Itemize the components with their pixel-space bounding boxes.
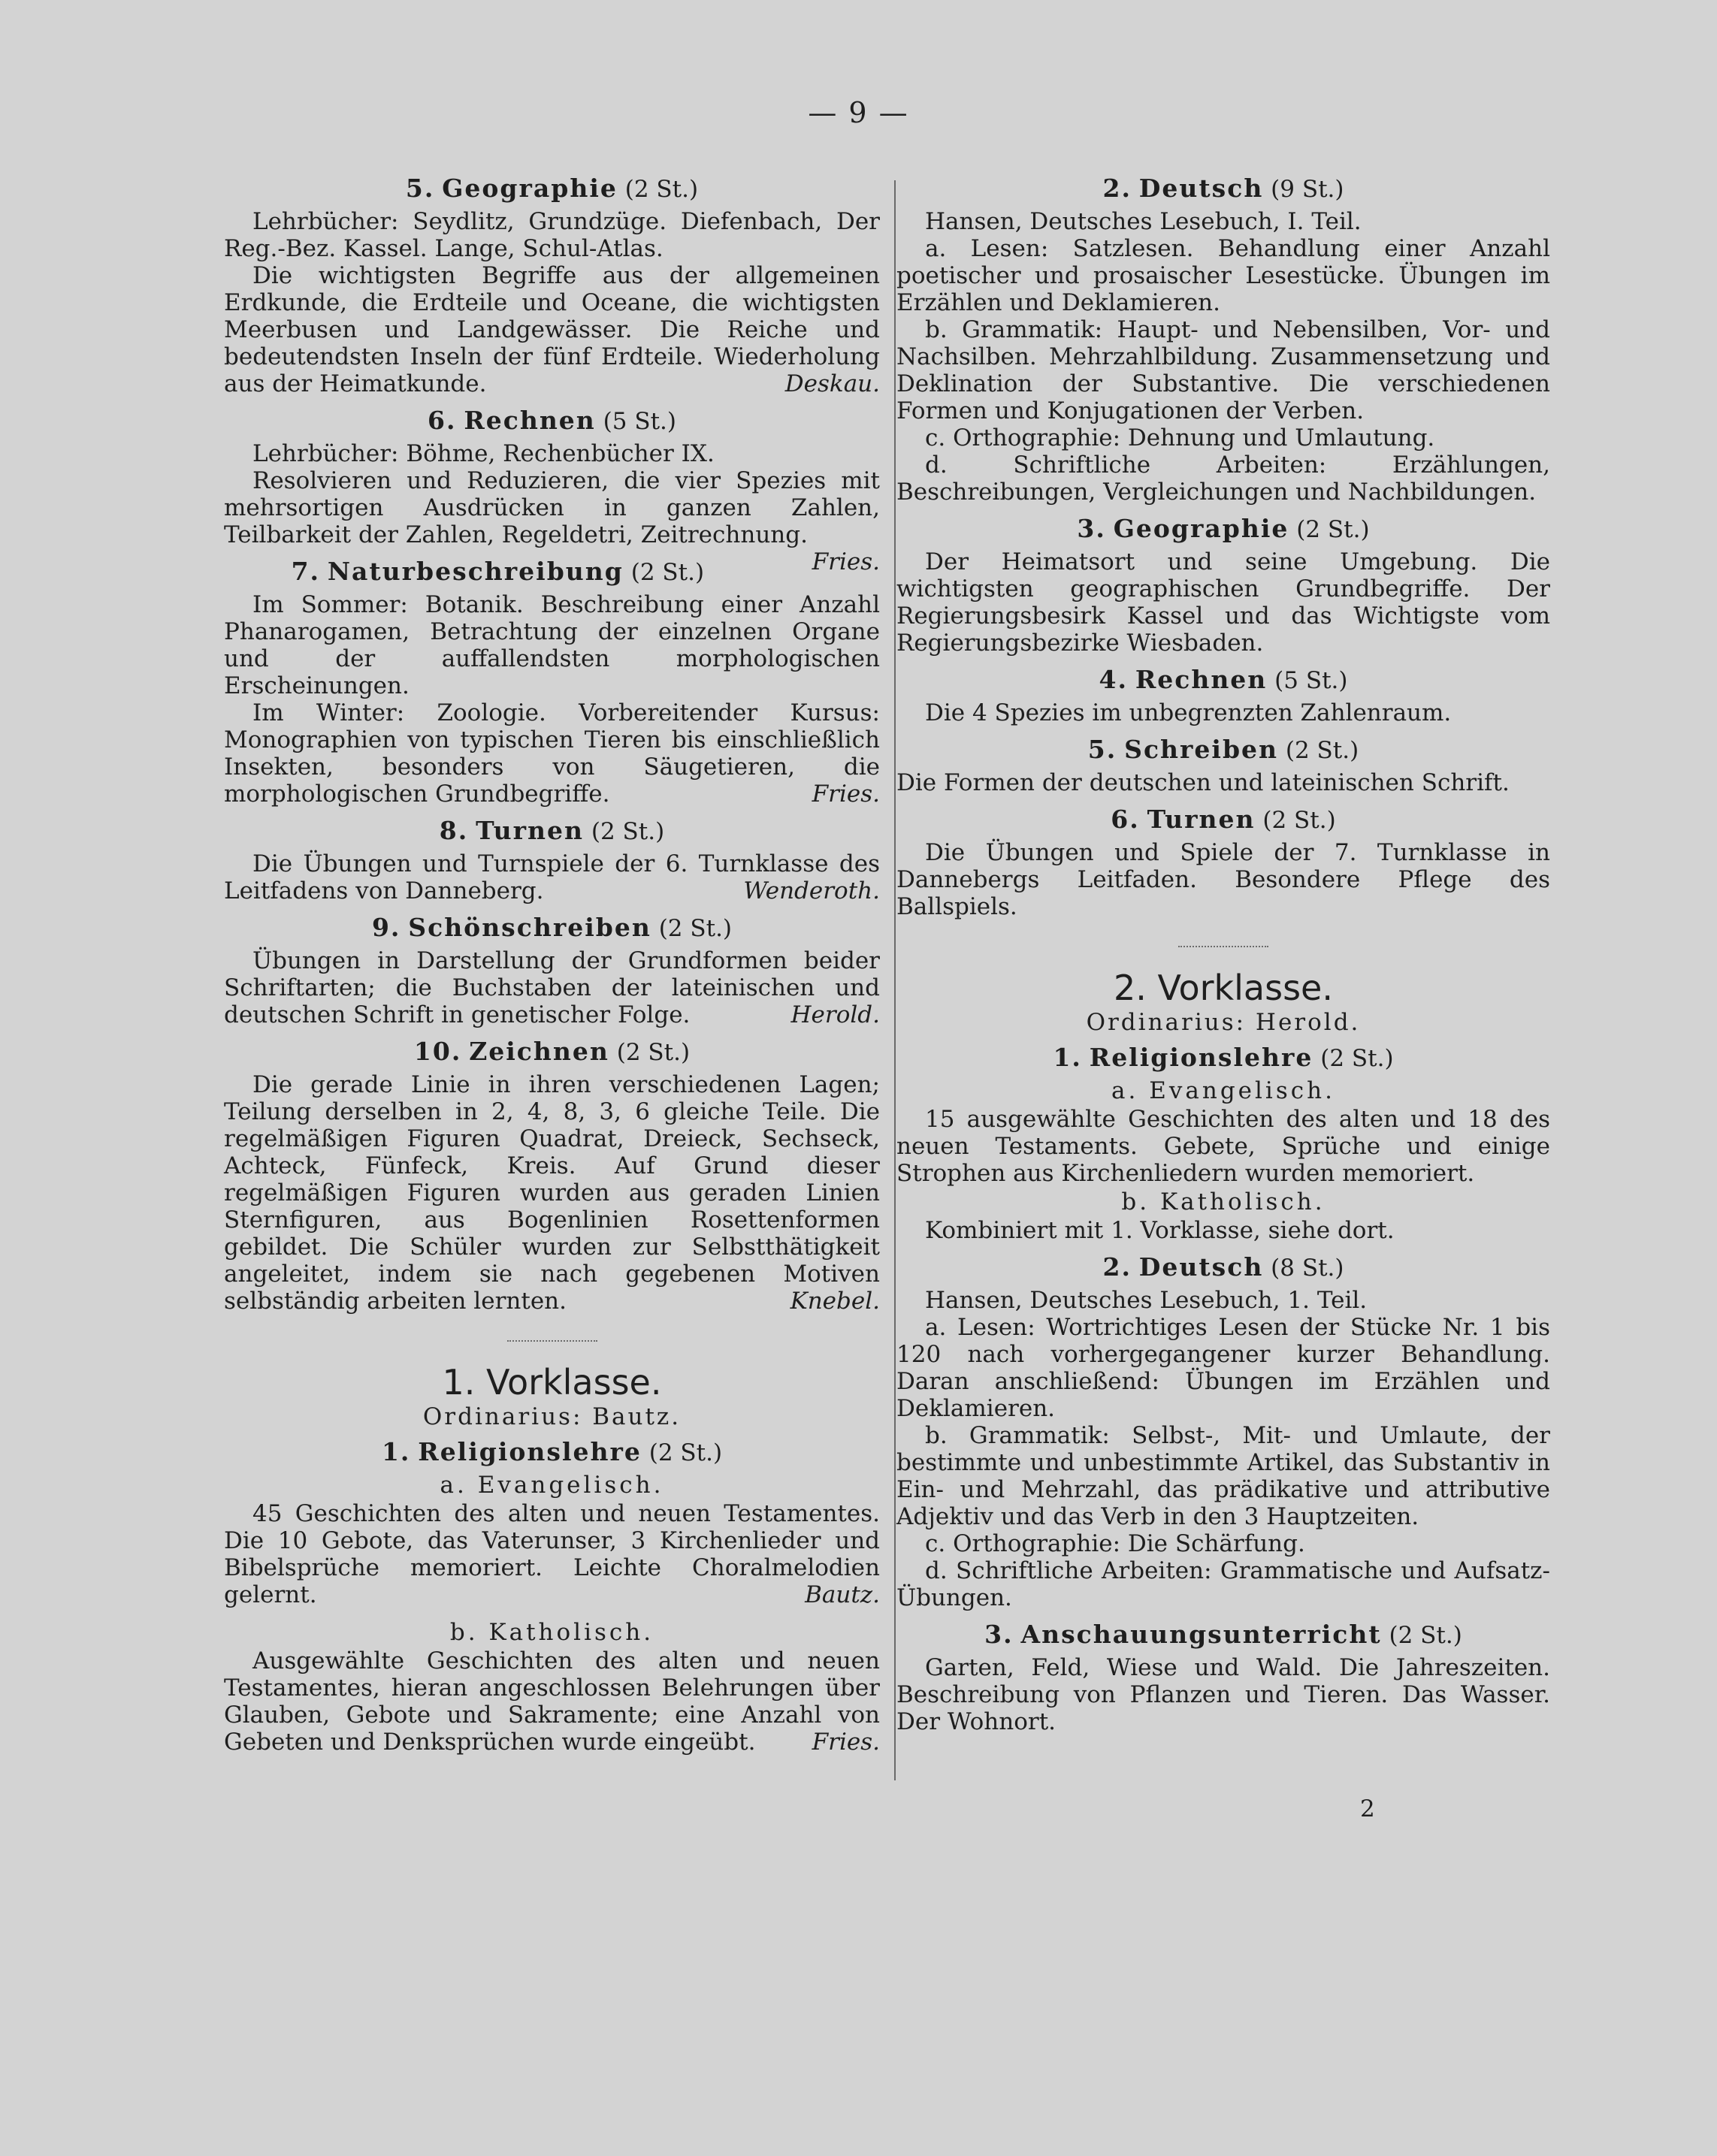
- teacher-name: Wenderoth.: [743, 877, 880, 904]
- paragraph: a. Lesen: Wortrichtiges Lesen der Stücke Nr. 1 bis 120 nach vorhergegangener kurzer Behandlung. Daran anschließend: Übungen im Erzählen und Deklamieren.: [896, 1314, 1550, 1422]
- sub-heading: b. Katholisch.: [449, 1619, 654, 1646]
- ornament-divider: [507, 1340, 597, 1343]
- paragraph: Hansen, Deutsches Lesebuch, 1. Teil.: [925, 1287, 1368, 1314]
- sub-heading: a. Evangelisch.: [1111, 1077, 1335, 1104]
- paragraph: Lehrbücher: Böhme, Rechenbücher IX.: [252, 440, 715, 467]
- paragraph: Die Formen der deutschen und lateinischen Schrift.: [896, 769, 1510, 796]
- paragraph: Im Sommer: Botanik. Beschreibung einer Anzahl Phanarogamen, Betrachtung der einzelnen Organe und der auffallendsten morphologischen Erscheinungen.: [224, 591, 880, 699]
- section-heading: 3. Anschauungsunterricht (2 St.): [984, 1620, 1462, 1649]
- paragraph: Garten, Feld, Wiese und Wald. Die Jahreszeiten. Beschreibung von Pflanzen und Tieren. Das Wasser. Der Wohnort.: [896, 1654, 1550, 1735]
- section-turnen-right: [896, 805, 1550, 920]
- paragraph: Die Übungen und Turnspiele der 6. Turnklasse des Leitfadens von Danneberg. Wenderoth.: [224, 850, 880, 904]
- signature-mark: 2: [1360, 1795, 1375, 1822]
- column-divider: [894, 180, 896, 1780]
- section-deutsch: [896, 174, 1550, 506]
- section-geographie-right: [896, 515, 1550, 657]
- teacher-name: Herold.: [790, 1001, 880, 1028]
- class-title: 2. Vorklasse.: [1114, 968, 1333, 1008]
- teacher-name: Knebel.: [790, 1288, 880, 1315]
- paragraph: Die Übungen und Spiele der 7. Turnklasse in Dannebergs Leitfaden. Besondere Pflege des Ballspiels.: [896, 839, 1550, 920]
- paragraph: c. Orthographie: Die Schärfung.: [925, 1530, 1305, 1557]
- section-schreiben: [896, 735, 1550, 796]
- teacher-name: Fries.: [812, 781, 880, 808]
- left-column: [224, 174, 880, 1765]
- paragraph: Kombiniert mit 1. Vorklasse, siehe dort.: [925, 1217, 1395, 1244]
- section-heading: 5. Geographie (2 St.): [405, 174, 699, 203]
- teacher-name: Fries.: [812, 548, 880, 575]
- teacher-name: Fries.: [812, 1729, 880, 1756]
- section-vorklasse-1: [224, 1361, 880, 1756]
- paragraph: a. Lesen: Satzlesen. Behandlung einer Anzahl poetischer und prosaischer Lesestücke. Übungen im Erzählen und Deklamieren.: [896, 235, 1550, 316]
- right-column: [896, 174, 1550, 1744]
- paragraph: b. Grammatik: Haupt- und Nebensilben, Vor- und Nachsilben. Mehrzahlbildung. Zusammensetzung und Deklination der Substantive. Die verschiedenen Formen und Konjugationen der Verben.: [896, 316, 1550, 424]
- class-title: 1. Vorklasse.: [442, 1362, 662, 1403]
- section-heading: 10. Zeichnen (2 St.): [413, 1037, 691, 1066]
- section-heading: 3. Geographie (2 St.): [1077, 514, 1370, 543]
- paragraph: d. Schriftliche Arbeiten: Grammatische und Aufsatz-Übungen.: [896, 1557, 1550, 1611]
- paragraph: c. Orthographie: Dehnung und Umlautung.: [925, 424, 1435, 451]
- paragraph: b. Grammatik: Selbst-, Mit- und Umlaute, der bestimmte und unbestimmte Artikel, das Substantiv in Ein- und Mehrzahl, das prädikative und attributive Adjektiv und das Verb in den 3 Hauptzeiten.: [896, 1422, 1550, 1530]
- section-heading: 7. Naturbeschreibung (2 St.): [291, 557, 705, 586]
- paragraph: Hansen, Deutsches Lesebuch, I. Teil.: [925, 208, 1362, 235]
- paragraph: Die 4 Spezies im unbegrenzten Zahlenraum.: [925, 699, 1452, 726]
- section-turnen: [224, 817, 880, 904]
- paragraph: Die gerade Linie in ihren verschiedenen Lagen; Teilung derselben in 2, 4, 8, 3, 6 gleiche Teile. Die regelmäßigen Figuren Quadrat, Dreieck, Sechseck, Achteck, Fünfeck, Kreis. Auf Grund dieser regelmäßigen Figuren wurden aus geraden Linien Sternfiguren, aus Bogenlinien Rosettenformen gebildet. Die Schüler wurden zur Selbstthätigkeit angeleitet, indem sie nach gegebenen Motiven selbständig arbeiten lernten. Knebel.: [224, 1071, 880, 1315]
- paragraph: Die wichtigsten Begriffe aus der allgemeinen Erdkunde, die Erdteile und Oceane, die wichtigsten Meerbusen und Landgewässer. Die Reiche und bedeutendsten Inseln der fünf Erdteile. Wiederholung aus der Heimatkunde. Deskau.: [224, 262, 880, 397]
- section-heading: 2. Deutsch (8 St.): [1102, 1252, 1344, 1282]
- section-heading: 1. Religionslehre (2 St.): [381, 1437, 723, 1466]
- paragraph: Lehrbücher: Seydlitz, Grundzüge. Diefenbach, Der Reg.-Bez. Kassel. Lange, Schul-Atlas.: [224, 208, 880, 262]
- section-heading: 6. Rechnen (5 St.): [428, 406, 676, 435]
- section-heading: 1. Religionslehre (2 St.): [1053, 1043, 1394, 1072]
- section-heading: 8. Turnen (2 St.): [439, 816, 665, 845]
- paragraph: Ausgewählte Geschichten des alten und neuen Testamentes, hieran angeschlossen Belehrungen über Glauben, Gebote und Sakramente; eine Anzahl von Gebeten und Denksprüchen wurde eingeübt. Fries.: [224, 1647, 880, 1756]
- sub-heading: b. Katholisch.: [1121, 1188, 1326, 1215]
- class-ordinarius: Ordinarius: Herold.: [1086, 1009, 1361, 1036]
- section-heading: 6. Turnen (2 St.): [1111, 805, 1336, 834]
- page-number: — 9 —: [808, 96, 909, 129]
- paragraph: d. Schriftliche Arbeiten: Erzählungen, Beschreibungen, Vergleichungen und Nachbildungen.: [896, 451, 1550, 506]
- paragraph: Im Winter: Zoologie. Vorbereitender Kursus: Monographien von typischen Tieren bis einschließlich Insekten, besonders von Säugetieren, die morphologischen Grundbegriffe. Fries.: [224, 699, 880, 808]
- section-heading: 5. Schreiben (2 St.): [1087, 735, 1359, 764]
- teacher-name: Bautz.: [805, 1581, 880, 1608]
- paragraph: Der Heimatsort und seine Umgebung. Die wichtigsten geographischen Grundbegriffe. Der Regierungsbesirk Kassel und das Wichtigste vom Regierungsbezirke Wiesbaden.: [896, 548, 1550, 657]
- paragraph: 45 Geschichten des alten und neuen Testamentes. Die 10 Gebote, das Vaterunser, 3 Kirchenlieder und Bibelsprüche memoriert. Leichte Choralmelodien gelernt. Bautz.: [224, 1500, 880, 1608]
- section-schoenschreiben: [224, 913, 880, 1028]
- section-heading: 2. Deutsch (9 St.): [1102, 174, 1344, 203]
- section-naturbeschreibung: [224, 557, 880, 808]
- section-rechnen-right: [896, 666, 1550, 726]
- section-vorklasse-2: [896, 967, 1550, 1735]
- sub-heading: a. Evangelisch.: [440, 1472, 664, 1499]
- ornament-divider: [1178, 946, 1268, 949]
- teacher-name: Deskau.: [784, 370, 880, 397]
- class-ordinarius: Ordinarius: Bautz.: [422, 1403, 682, 1430]
- section-zeichnen: [224, 1037, 880, 1315]
- section-heading: 4. Rechnen (5 St.): [1099, 665, 1348, 694]
- paragraph: Übungen in Darstellung der Grundformen beider Schriftarten; die Buchstaben der lateinischen und deutschen Schrift in genetischer Folge. Herold.: [224, 947, 880, 1028]
- paragraph: 15 ausgewählte Geschichten des alten und 18 des neuen Testaments. Gebete, Sprüche und einige Strophen aus Kirchenliedern wurden memoriert.: [896, 1106, 1550, 1187]
- paragraph: Resolvieren und Reduzieren, die vier Spezies mit mehrsortigen Ausdrücken in ganzen Zahlen, Teilbarkeit der Zahlen, Regeldetri, Zeitrechnung. Fries.: [224, 467, 880, 575]
- section-heading: 9. Schönschreiben (2 St.): [371, 913, 733, 942]
- section-geographie: [224, 174, 880, 397]
